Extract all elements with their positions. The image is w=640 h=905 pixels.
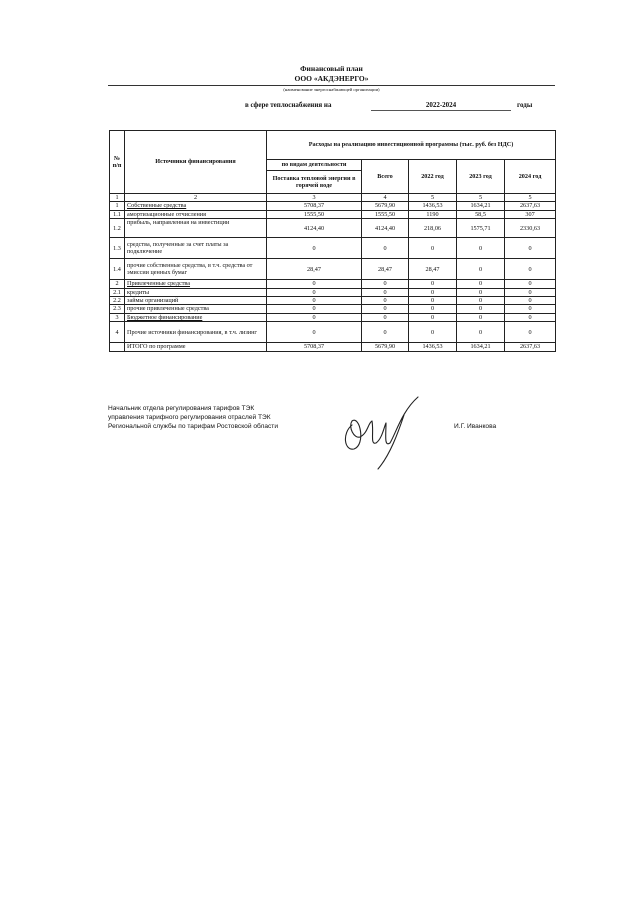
row-name: Бюджетное финансирование	[125, 313, 267, 321]
col-number: 5	[457, 194, 505, 202]
row-2023: 0	[457, 238, 505, 259]
header-total: Всего	[362, 160, 409, 194]
row-2024: 0	[505, 305, 556, 313]
col-number: 5	[505, 194, 556, 202]
row-heat: 0	[267, 313, 362, 321]
col-number: 5	[409, 194, 457, 202]
row-heat: 0	[267, 305, 362, 313]
row-2024: 0	[505, 238, 556, 259]
header-2023: 2023 год	[457, 160, 505, 194]
col-number: 3	[267, 194, 362, 202]
document-header	[108, 64, 555, 93]
row-2024: 0	[505, 322, 556, 343]
row-num: 2.2	[110, 297, 125, 305]
table-row	[110, 313, 556, 321]
row-total: 5679,90	[362, 202, 409, 210]
row-num: 2.1	[110, 288, 125, 296]
table-row	[110, 305, 556, 313]
col-number: 1	[110, 194, 125, 202]
row-heat: 28,47	[267, 259, 362, 280]
row-heat: 0	[267, 288, 362, 296]
table-row	[110, 259, 556, 280]
header-source: Источники финансирования	[125, 131, 267, 194]
row-2022: 0	[409, 238, 457, 259]
row-2023: 1575,71	[457, 219, 505, 238]
position-line: Начальник отдела регулирования тарифов ТЭК	[108, 405, 255, 412]
table-row	[110, 322, 556, 343]
table-row	[110, 297, 556, 305]
row-2023: 1634,21	[457, 202, 505, 210]
row-2022: 0	[409, 288, 457, 296]
row-num: 1.3	[110, 238, 125, 259]
row-2023: 0	[457, 322, 505, 343]
row-total: 0	[362, 322, 409, 343]
header-2024: 2024 год	[505, 160, 556, 194]
table-row	[110, 238, 556, 259]
period-suffix: годы	[517, 101, 533, 109]
header-by-activity: по видам деятельности	[267, 160, 362, 171]
row-name: займы организаций	[125, 297, 267, 305]
period-value: 2022-2024	[371, 101, 511, 111]
row-name: Собственные средства	[125, 202, 267, 210]
row-heat: 1555,50	[267, 210, 362, 218]
row-2024: 0	[505, 297, 556, 305]
row-total: 5679,90	[362, 343, 409, 351]
row-name: Привлеченные средства	[125, 280, 267, 288]
row-2024: 2330,63	[505, 219, 556, 238]
col-number: 2	[125, 194, 267, 202]
row-name: прочие собственные средства, в т.ч. средства от эмиссии ценных бумаг	[125, 259, 267, 280]
position-line: Региональной службы по тарифам Ростовской области	[108, 422, 278, 430]
row-2022: 0	[409, 322, 457, 343]
row-heat: 0	[267, 322, 362, 343]
row-num: 1	[110, 202, 125, 210]
row-2022: 0	[409, 305, 457, 313]
column-numbers-row	[110, 194, 556, 202]
row-num: 4	[110, 322, 125, 343]
row-2024: 0	[505, 259, 556, 280]
row-2023: 0	[457, 313, 505, 321]
document-title: Финансовый план	[300, 64, 363, 73]
handwritten-signature	[338, 393, 428, 471]
table-row	[110, 219, 556, 238]
row-2022: 28,47	[409, 259, 457, 280]
row-heat: 4124,40	[267, 219, 362, 238]
row-name: кредиты	[125, 288, 267, 296]
row-2023: 0	[457, 259, 505, 280]
row-total: 0	[362, 238, 409, 259]
row-2022: 1190	[409, 210, 457, 218]
row-heat: 5708,37	[267, 343, 362, 351]
row-2022: 1436,53	[409, 202, 457, 210]
row-total: 0	[362, 297, 409, 305]
organization-name: ООО «АКДЭНЕРГО»	[108, 74, 555, 86]
row-num: 3	[110, 313, 125, 321]
row-name: прибыль, направленная на инвестиции	[125, 219, 267, 238]
row-2022: 1436,53	[409, 343, 457, 351]
row-2023: 0	[457, 280, 505, 288]
table-row	[110, 202, 556, 210]
table-row	[110, 280, 556, 288]
financial-plan-table	[109, 130, 556, 352]
table-row-total	[110, 343, 556, 351]
row-heat: 5708,37	[267, 202, 362, 210]
table-row	[110, 210, 556, 218]
row-total: 0	[362, 305, 409, 313]
row-num: 2.3	[110, 305, 125, 313]
row-2022: 218,06	[409, 219, 457, 238]
row-2024: 2637,63	[505, 343, 556, 351]
row-heat: 0	[267, 238, 362, 259]
organization-caption: (наименование энергоснабжающей организации)	[283, 87, 380, 92]
header-heat-supply: Поставка тепловой энергии в горячей воде	[267, 171, 362, 194]
row-total: 0	[362, 288, 409, 296]
row-num: 1.2	[110, 219, 125, 238]
col-number: 4	[362, 194, 409, 202]
position-line: управления тарифного регулирования отраслей ТЭК	[108, 413, 271, 421]
row-2022: 0	[409, 297, 457, 305]
row-name: средства, полученные за счет платы за подключение	[125, 238, 267, 259]
header-expenses: Расходы на реализацию инвестиционной программы (тыс. руб. без НДС)	[267, 131, 556, 160]
row-total: 4124,40	[362, 219, 409, 238]
row-2024: 0	[505, 280, 556, 288]
signer-name: И.Г. Иванкова	[454, 423, 497, 430]
row-2022: 0	[409, 313, 457, 321]
row-heat: 0	[267, 297, 362, 305]
header-num: № п/п	[110, 131, 125, 194]
row-name: прочие привлеченные средства	[125, 305, 267, 313]
row-2024: 2637,63	[505, 202, 556, 210]
row-2023: 0	[457, 305, 505, 313]
table-row	[110, 288, 556, 296]
row-heat: 0	[267, 280, 362, 288]
row-name: Прочие источники финансирования, в т.ч. лизинг	[125, 322, 267, 343]
row-2023: 0	[457, 288, 505, 296]
signatory-position	[108, 405, 278, 431]
row-total: 1555,50	[362, 210, 409, 218]
row-total: 28,47	[362, 259, 409, 280]
row-num: 1.4	[110, 259, 125, 280]
row-num	[110, 343, 125, 351]
row-total: 0	[362, 280, 409, 288]
row-2022: 0	[409, 280, 457, 288]
row-2024: 0	[505, 288, 556, 296]
header-2022: 2022 год	[409, 160, 457, 194]
row-num: 2	[110, 280, 125, 288]
row-2024: 307	[505, 210, 556, 218]
row-2023: 1634,21	[457, 343, 505, 351]
row-name: ИТОГО по программе	[125, 343, 267, 351]
row-2023: 0	[457, 297, 505, 305]
sphere-label: в сфере теплоснабжения на	[245, 101, 332, 109]
row-2024: 0	[505, 313, 556, 321]
row-name: амортизационные отчисления	[125, 210, 267, 218]
row-total: 0	[362, 313, 409, 321]
row-2023: 58,5	[457, 210, 505, 218]
row-num: 1.1	[110, 210, 125, 218]
